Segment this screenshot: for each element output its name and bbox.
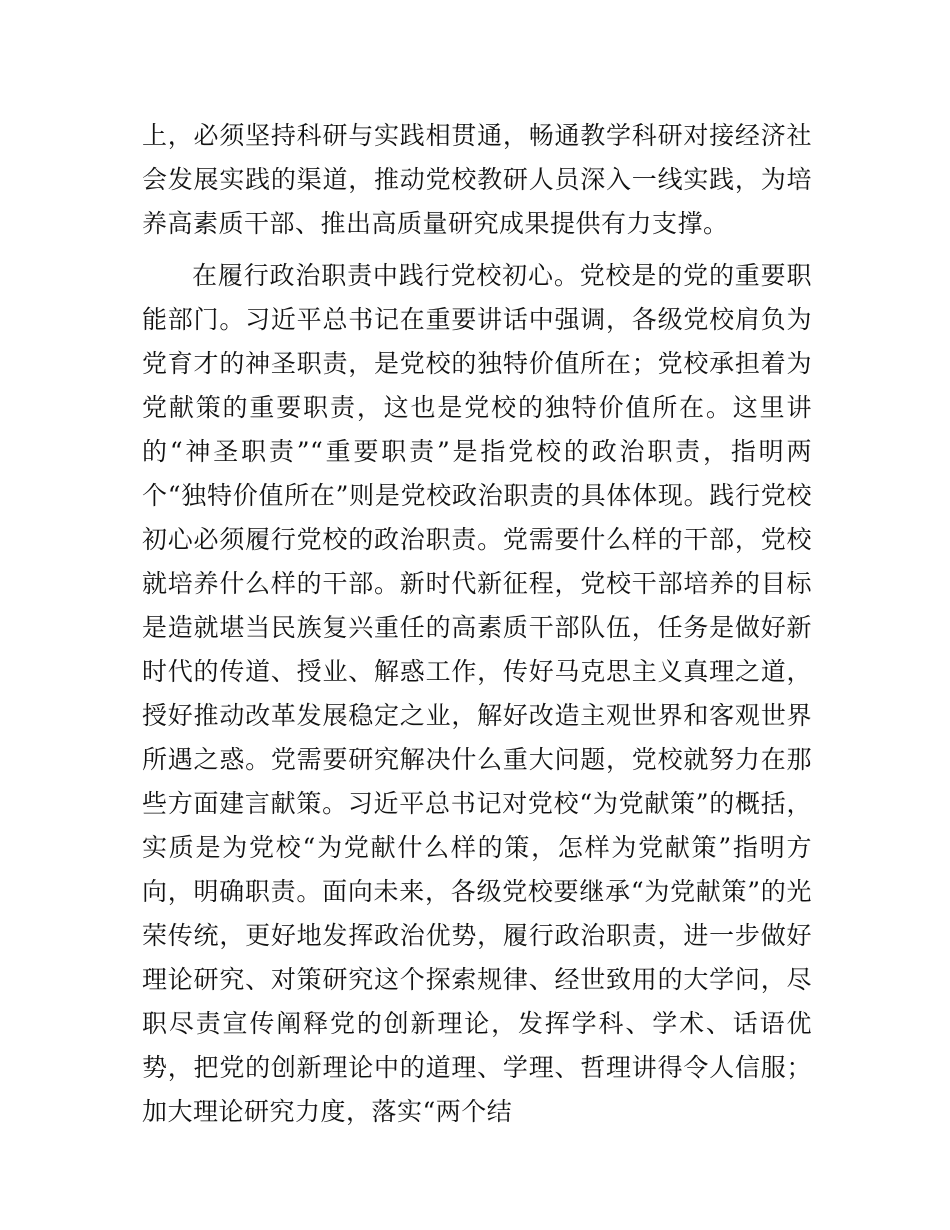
paragraph-continuation: 上，必须坚持科研与实践相贯通，畅通教学科研对接经济社会发展实践的渠道，推动党校教研人员深入一线实践，为培养高素质干部、推出高质量研究成果提供有力支撑。 — [142, 121, 812, 238]
paragraph-party-school-duty: 在履行政治职责中践行党校初心。党校是的党的重要职能部门。习近平总书记在重要讲话中强调，各级党校肩负为党育才的神圣职责，是党校的独特价值所在；党校承担着为党献策的重要职责，这也是党校的独特价值所在。这里讲的“神圣职责”“重要职责”是指党校的政治职责，指明两个“独特价值所在”则是党校政治职责的具体体现。践行党校初心必须履行党校的政治职责。党需要什么样的干部，党校就培养什么样的干部。新时代新征程，党校干部培养的目标是造就堪当民族复兴重任的高素质干部队伍，任务是做好新时代的传道、授业、解惑工作，传好马克思主义真理之道，授好推动改革发展稳定之业，解好改造主观世界和客观世界所遇之惑。党需要研究解决什么重大问题，党校就努力在那些方面建言献策。习近平总书记对党校“为党献策”的概括，实质是为党校“为党献什么样的策，怎样为党献策”指明方向，明确职责。面向未来，各级党校要继承“为党献策”的光荣传统，更好地发挥政治优势，履行政治职责，进一步做好理论研究、对策研究这个探索规律、经世致用的大学问，尽职尽责宣传阐释党的创新理论，发挥学科、学术、话语优势，把党的创新理论中的道理、学理、哲理讲得令人信服；加大理论研究力度，落实“两个结 — [142, 261, 812, 1126]
document-body — [142, 114, 812, 1134]
